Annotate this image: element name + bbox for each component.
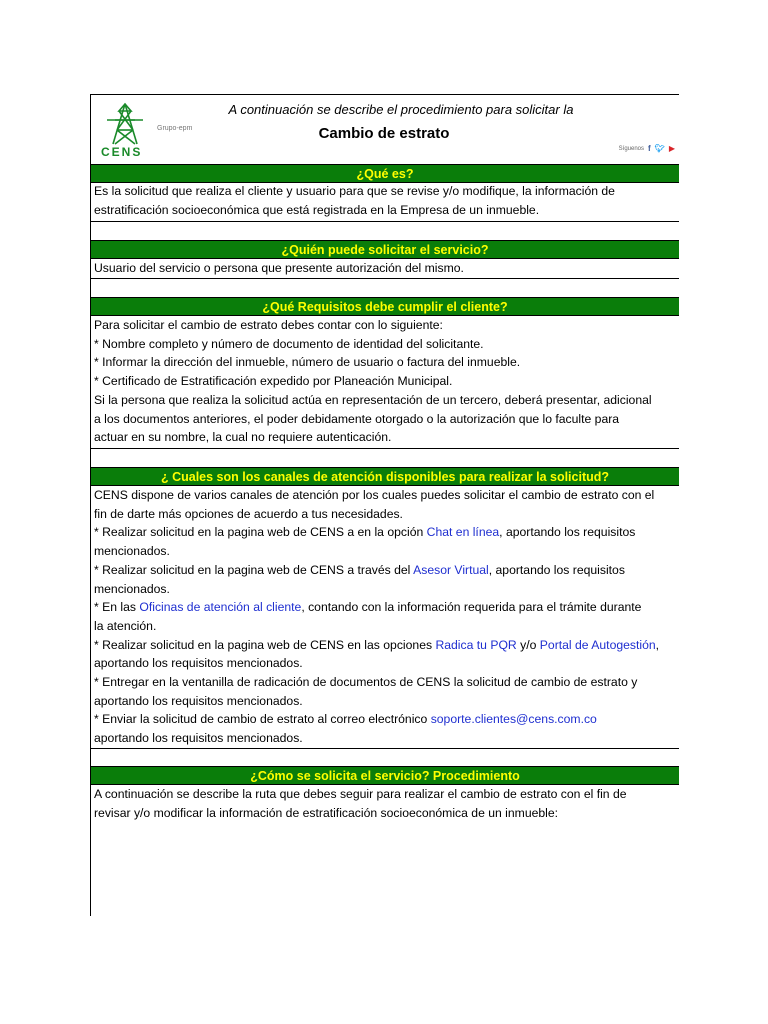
body-line: mencionados. [94,581,170,596]
social-label: Síguenos [618,145,645,152]
section-heading-procedimiento: ¿Cómo se solicita el servicio? Procedimiento [91,766,679,785]
document-header [91,94,679,162]
channel-item-ventanilla: * Entregar en la ventanilla de radicación de documentos de CENS la solicitud de cambio de estrato y [94,675,638,690]
channel-item-correo [94,710,678,729]
channel-item-pqr [94,636,678,655]
channel-text: * Realizar solicitud en la pagina web de CENS a en la opción [94,525,427,540]
body-line: Usuario del servicio o persona que presente autorización del mismo. [94,261,464,275]
asesor-virtual-link[interactable]: Asesor Virtual [413,562,489,577]
facebook-icon[interactable]: f [648,144,651,153]
section-heading-canales: ¿ Cuales son los canales de atención disponibles para realizar la solicitud? [91,467,679,486]
divider [91,448,679,449]
channel-text: * Realizar solicitud en la pagina web de CENS a través del [94,562,414,577]
body-line: a los documentos anteriores, el poder debidamente otorgado o la autorización que lo faculte para [94,411,620,426]
channel-text: , contando con la información requerida para el trámite durante [301,600,642,615]
oficinas-atencion-link[interactable]: Oficinas de atención al cliente [139,600,302,615]
body-line: actuar en su nombre, la cual no requiere autenticación. [94,430,392,445]
channel-item-asesor [94,561,678,580]
body-line: revisar y/o modificar la información de estratificación socioeconómica de un inmueble: [94,805,559,820]
divider [91,748,679,749]
body-line: Para solicitar el cambio de estrato debes contar con lo siguiente: [94,318,443,332]
intro-text: A continuación se describe el procedimiento para solicitar la [228,102,574,117]
section-heading-quien: ¿Quién puede solicitar el servicio? [91,240,679,259]
body-line: CENS dispone de varios canales de atención por los cuales puedes solicitar el cambio de estrato con el [94,488,655,502]
section-heading-que-es: ¿Qué es? [91,164,679,183]
body-line: aportando los requisitos mencionados. [94,656,303,671]
radica-pqr-link[interactable]: Radica tu PQR [435,637,517,652]
group-text: Grupo-epm [157,125,193,132]
section-body-canales [94,486,678,748]
twitter-icon[interactable]: 🐦︎ [654,144,665,153]
divider [91,278,679,279]
channel-text: * Enviar la solicitud de cambio de estrato al correo electrónico [94,712,431,727]
chat-en-linea-link[interactable]: Chat en línea [426,525,500,540]
channel-text: , aportando los requisitos [488,562,625,577]
youtube-icon[interactable]: ▶ [668,144,675,153]
channel-text: * En las [94,600,140,615]
body-line: estratificación socioeconómica que está registrada en la Empresa de un inmueble. [94,202,540,217]
body-line: aportando los requisitos mencionados. [94,731,303,746]
body-line: aportando los requisitos mencionados. [94,693,303,708]
channel-text: y/o [516,637,540,652]
section-body-quien [94,259,678,278]
section-body-requisitos [94,316,678,447]
document-sheet [90,94,679,916]
body-line: A continuación se describe la ruta que debes seguir para realizar el cambio de estrato con el fin de [94,787,627,801]
section-body-procedimiento [94,785,678,822]
body-line: mencionados. [94,544,170,559]
channel-item-oficinas [94,598,678,617]
channel-text: , aportando los requisitos [499,525,636,540]
channel-text: , [655,637,660,652]
requirement-item: * Informar la dirección del inmueble, número de usuario o factura del inmueble. [94,355,521,370]
channel-item-chat [94,523,678,542]
requirement-item: * Nombre completo y número de documento de identidad del solicitante. [94,336,484,351]
section-heading-requisitos: ¿Qué Requisitos debe cumplir el cliente? [91,297,679,316]
divider [91,221,679,222]
body-line: Si la persona que realiza la solicitud actúa en representación de un tercero, deberá presentar, adicional [94,392,652,407]
section-body-que-es [94,182,678,219]
channel-text: * Realizar solicitud en la pagina web de CENS en las opciones [94,637,436,652]
portal-autogestion-link[interactable]: Portal de Autogestión [539,637,656,652]
cens-logo [99,100,209,158]
body-line: Es la solicitud que realiza el cliente y usuario para que se revise y/o modifique, la información de [94,184,615,198]
body-line: fin de darte más opciones de acuerdo a tus necesidades. [94,506,403,521]
email-link[interactable]: soporte.clientes@cens.com.co [430,712,597,727]
social-links [619,144,675,153]
logo-text: CENS [101,145,143,158]
requirement-item: * Certificado de Estratificación expedido por Planeación Municipal. [94,374,453,389]
body-line: la atención. [94,618,157,633]
page-title: Cambio de estrato [318,125,450,142]
